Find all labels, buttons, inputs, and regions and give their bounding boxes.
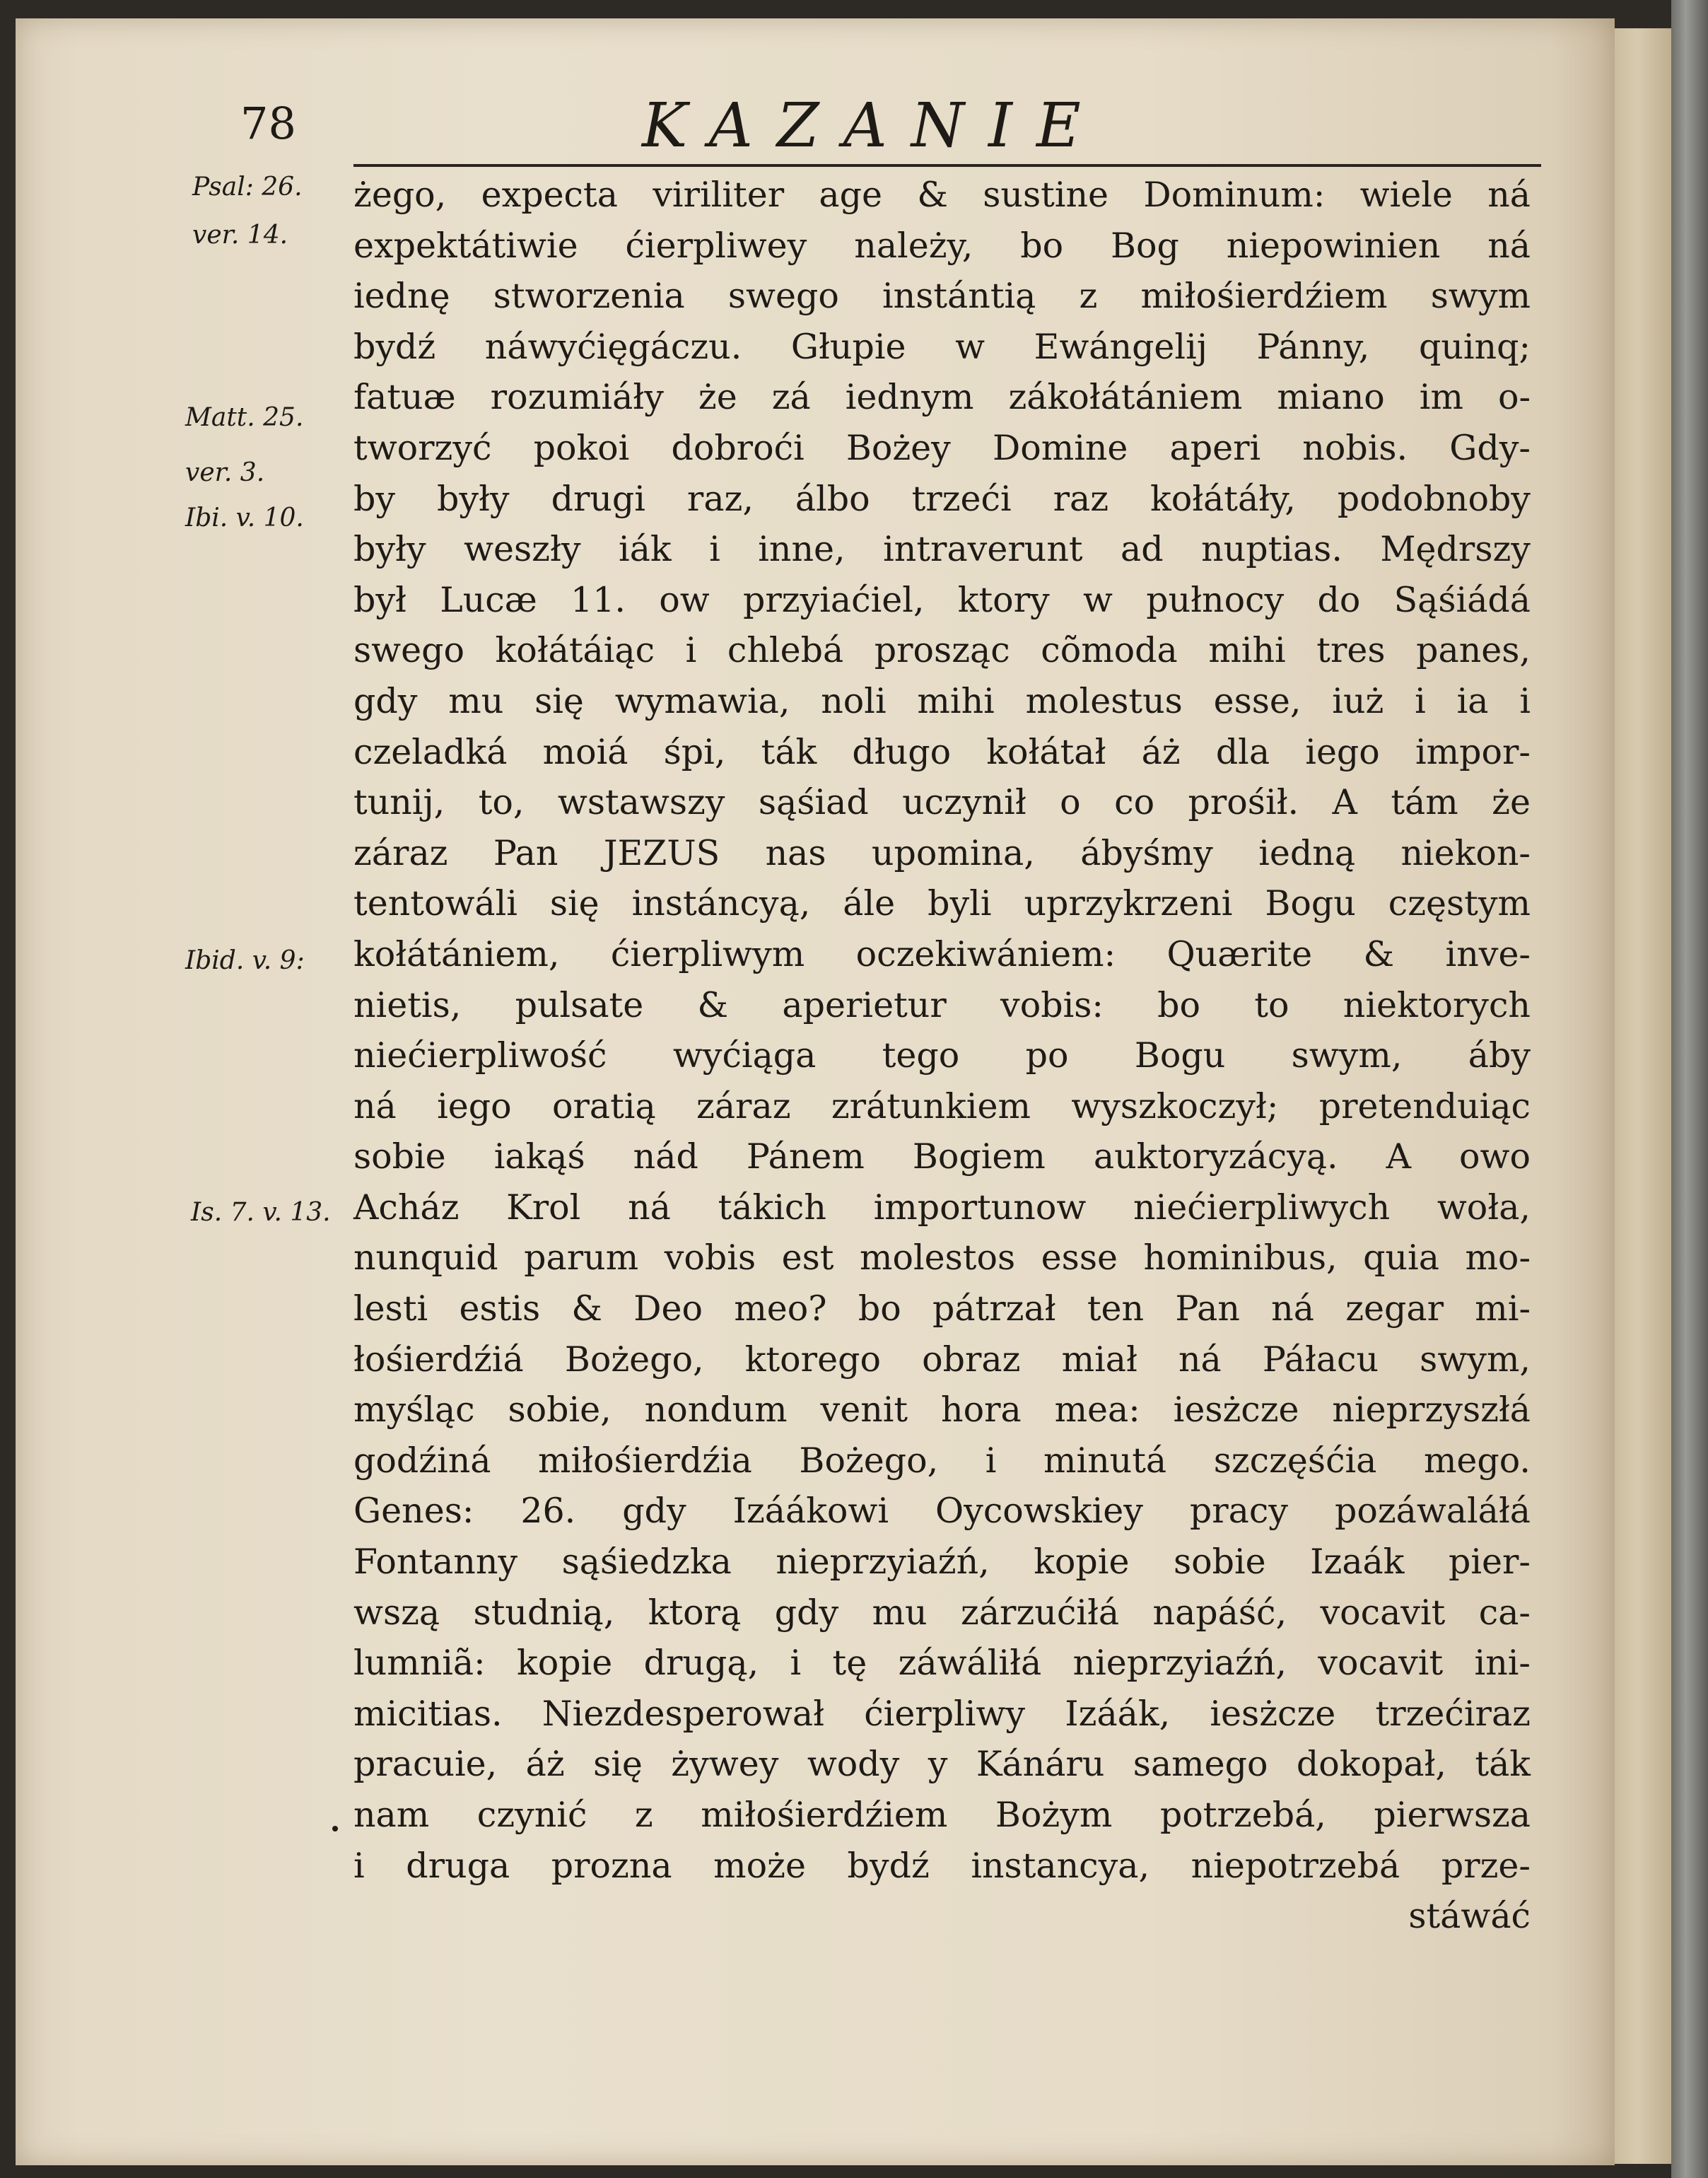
text-line: nam czynić z miłośierdźiem Bożym potrzebá, pierwsza <box>353 1795 1531 1835</box>
text-line: żego, expecta viriliter age & sustine Dominum: wiele ná <box>353 175 1531 215</box>
text-line: czeladká moiá śpi, ták długo kołátał áż dla iego impor- <box>353 731 1531 772</box>
text-line: bydź náwyćięgáczu. Głupie w Ewángelij Pánny, quinq; <box>353 326 1531 367</box>
text-line: sobie iakąś nád Pánem Bogiem auktoryzácyą. A owo <box>353 1136 1531 1177</box>
text-line: godźiná miłośierdźia Bożego, i minutá szczęśćia mego. <box>353 1440 1531 1481</box>
text-line: ná iego oratią záraz zrátunkiem wyszkoczył; pretenduiąc <box>353 1085 1531 1126</box>
margin-note: Ibid. v. 9: <box>185 946 305 975</box>
text-line: tunij, to, wstawszy sąśiad uczynił o co prośił. A tám że <box>353 782 1531 823</box>
header-rule <box>353 164 1541 167</box>
text-line: lumniã: kopie drugą, i tę záwáliłá nieprzyiaźń, vocavit ini- <box>353 1643 1531 1684</box>
text-line: tworzyć pokoi dobroći Bożey Domine aperi nobis. Gdy- <box>353 427 1531 468</box>
text-line: lesti estis & Deo meo? bo pátrzał ten Pan ná zegar mi- <box>353 1288 1531 1329</box>
text-line: był Lucæ 11. ow przyiaćiel, ktory w pułnocy do Sąśiádá <box>353 579 1531 620</box>
text-line: swego kołátáiąc i chlebá prosząc cõmoda mihi tres panes, <box>353 630 1531 671</box>
text-line: fatuæ rozumiáły że zá iednym zákołátániem miano im o- <box>353 377 1531 418</box>
text-line: stáwáć <box>1408 1896 1531 1937</box>
text-line: záraz Pan JEZUS nas upomina, ábyśmy iedną niekon- <box>353 832 1531 873</box>
text-line: iednę stworzenia swego instántią z miłośierdźiem swym <box>353 276 1531 317</box>
text-line: gdy mu się wymawia, noli mihi molestus esse, iuż i ia i <box>353 680 1531 721</box>
text-line: nietis, pulsate & aperietur vobis: bo to niektorych <box>353 984 1531 1025</box>
running-head: KAZANIE <box>642 91 1105 161</box>
text-line: były weszły iák i inne, intraverunt ad nuptias. Mędrszy <box>353 529 1531 570</box>
text-line: tentowáli się instáncyą, ále byli uprzykrzeni Bogu częstym <box>353 883 1531 924</box>
text-line: kołátániem, ćierpliwym oczekiwániem: Quærite & inve- <box>353 933 1531 974</box>
ink-speck <box>332 1826 338 1832</box>
text-line: nunquid parum vobis est molestos esse hominibus, quia mo- <box>353 1238 1531 1279</box>
text-line: Acház Krol ná tákich importunow niećierpliwych woła, <box>353 1187 1531 1228</box>
text-line: micitias. Niezdesperował ćierpliwy Izáák, iesżcze trzećiraz <box>353 1693 1531 1734</box>
text-line: by były drugi raz, álbo trzeći raz kołátáły, podobnoby <box>353 478 1531 519</box>
margin-note: ver. 14. <box>192 221 288 250</box>
margin-note: Is. 7. v. 13. <box>191 1198 331 1227</box>
book-binding <box>1671 0 1708 2178</box>
text-line: wszą studnią, ktorą gdy mu zárzućiłá napáść, vocavit ca- <box>353 1592 1531 1633</box>
margin-note: Ibi. v. 10. <box>185 503 304 532</box>
text-line: myśląc sobie, nondum venit hora mea: iesżcze nieprzyszłá <box>353 1390 1531 1431</box>
margin-note: Psal: 26. <box>192 173 303 202</box>
margin-note: ver. 3. <box>185 458 265 487</box>
text-line: i druga prozna może bydź instancya, niepotrzebá prze- <box>353 1845 1531 1886</box>
text-line: expektátiwie ćierpliwey należy, bo Bog niepowinien ná <box>353 225 1531 266</box>
sermon-body-text <box>353 170 1531 1942</box>
margin-note: Matt. 25. <box>185 403 304 432</box>
text-line: Fontanny sąśiedzka nieprzyiaźń, kopie sobie Izaák pier- <box>353 1542 1531 1583</box>
page-number: 78 <box>240 98 296 149</box>
page-edge <box>1615 28 1671 2164</box>
text-line: pracuie, áż się żywey wody y Kánáru samego dokopał, ták <box>353 1744 1531 1785</box>
text-line: łośierdźiá Bożego, ktorego obraz miał ná Páłacu swym, <box>353 1339 1531 1380</box>
text-line: Genes: 26. gdy Izáákowi Oycowskiey pracy pozáwaláłá <box>353 1491 1531 1532</box>
text-line: niećierpliwość wyćiąga tego po Bogu swym, áby <box>353 1035 1531 1076</box>
